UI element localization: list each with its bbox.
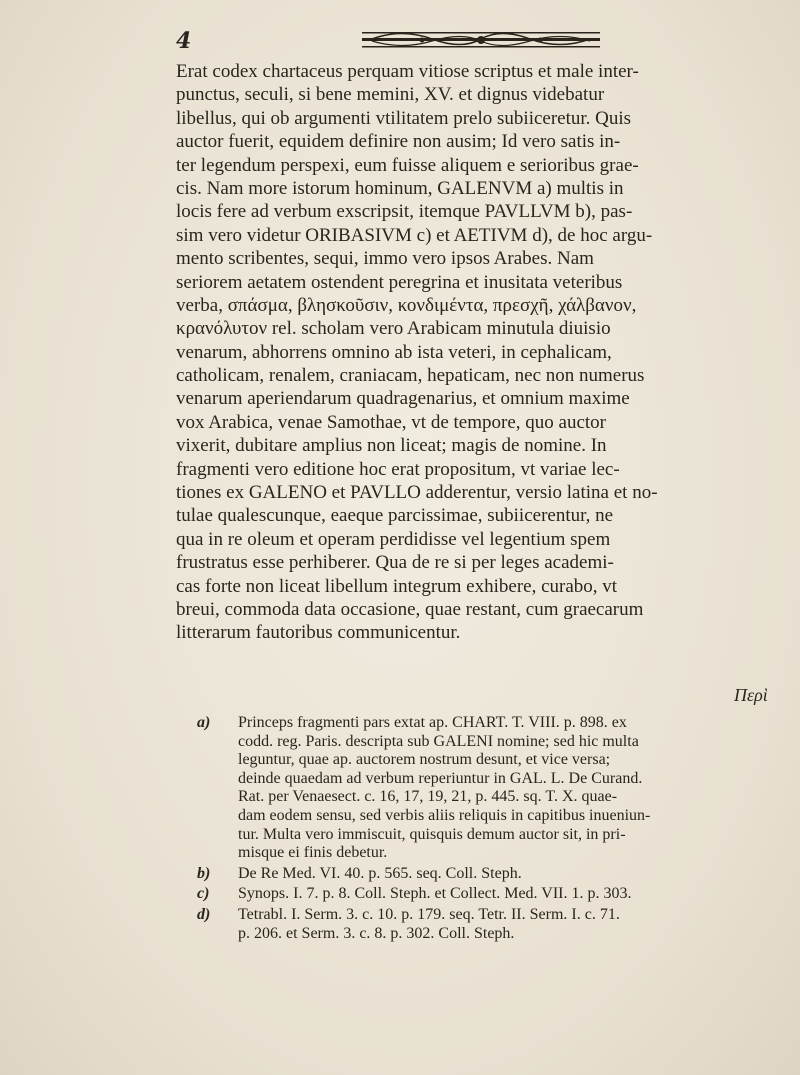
text-line: κρανόλυτον rel. scholam vero Arabicam minutula diuisio [176, 318, 611, 340]
text-line: libellus, qui ob argumenti vtilitatem prelo subiiceretur. Quis [176, 107, 632, 129]
header-ornament [362, 30, 600, 50]
catchword: Περὶ [734, 685, 768, 705]
footnote-line: p. 206. et Serm. 3. c. 8. p. 302. Coll. Steph. [238, 924, 515, 942]
text-line: catholicam, renalem, craniacam, hepaticam, nec non numerus [176, 365, 645, 387]
text-line: frustratus esse perhiberer. Qua de re si per leges academi- [176, 552, 614, 574]
footnote-marker: c) [197, 885, 210, 903]
text-line: tiones ex GALENO et PAVLLO adderentur, versio latina et no- [176, 482, 658, 504]
page-number: 4 [176, 28, 192, 54]
footnote [195, 885, 785, 904]
footnote [195, 906, 785, 943]
footnote-marker: a) [197, 714, 211, 731]
footnote-line: tur. Multa vero immiscuit, quisquis demum auctor sit, in pri- [238, 825, 626, 843]
text-line: qua in re oleum et operam perdidisse vel legentium spem [176, 528, 611, 550]
text-line: Erat codex chartaceus perquam vitiose scriptus et male inter- [176, 61, 639, 82]
text-line: seriorem aetatem ostendent peregrina et inusitata veteribus [176, 271, 623, 293]
text-line: auctor fuerit, equidem definire non ausim; Id vero satis in- [176, 131, 621, 153]
text-line: vixerit, dubitare amplius non liceat; magis de nomine. In [176, 435, 607, 457]
footnote-line: Princeps fragmenti pars extat ap. CHART. T. VIII. p. 898. ex [238, 714, 627, 731]
text-line: ter legendum perspexi, eum fuisse aliquem e serioribus grae- [176, 154, 639, 176]
text-line: punctus, seculi, si bene memini, XV. et dignus videbatur [176, 84, 605, 106]
text-line: fragmenti vero editione hoc erat propositum, vt variae lec- [176, 458, 620, 480]
footnote [195, 714, 785, 863]
text-line: breui, commoda data occasione, quae restant, cum graecarum [176, 598, 644, 620]
main-text [176, 60, 788, 645]
text-line: mento scribentes, sequi, immo vero ipsos Arabes. Nam [176, 248, 594, 270]
text-line: cis. Nam more istorum hominum, GALENVM a) multis in [176, 177, 624, 199]
footnote [195, 865, 785, 884]
text-line: venarum aperiendarum quadragenarius, et omnium maxime [176, 388, 630, 410]
footnote-line: De Re Med. VI. 40. p. 565. seq. Coll. Steph. [238, 864, 522, 882]
footnote-marker: d) [197, 905, 211, 923]
text-line: venarum, abhorrens omnino ab ista veteri, in cephalicam, [176, 341, 612, 363]
text-line: verba, σπάσμα, βλησκοῦσιν, κονδιμέντα, πρεσχῆ, χάλβανον, [176, 294, 637, 316]
footnote-line: leguntur, quae ap. auctorem nostrum desunt, et vice versa; [238, 751, 611, 769]
text-line: tulae qualescunque, eaeque parcissimae, subiicerentur, ne [176, 505, 614, 527]
text-line: vox Arabica, venae Samothae, vt de tempore, quo auctor [176, 411, 606, 433]
footnote-marker: b) [197, 864, 211, 882]
footnote-line: dam eodem sensu, sed verbis aliis reliquis in capitibus inueniun- [238, 806, 651, 824]
footnote-line: Synops. I. 7. p. 8. Coll. Steph. et Collect. Med. VII. 1. p. 303. [238, 885, 632, 903]
footnotes [195, 714, 785, 945]
text-line: cas forte non liceat libellum integrum exhibere, curabo, vt [176, 575, 618, 597]
text-line: litterarum fautoribus communicentur. [176, 622, 461, 644]
footnote-line: codd. reg. Paris. descripta sub GALENI nomine; sed hic multa [238, 732, 639, 750]
footnote-line: Tetrabl. I. Serm. 3. c. 10. p. 179. seq. Tetr. II. Serm. I. c. 71. [238, 905, 620, 923]
text-line: locis fere ad verbum exscripsit, itemque PAVLLVM b), pas- [176, 201, 633, 223]
text-line: sim vero videtur ORIBASIVM c) et AETIVM d), de hoc argu- [176, 224, 653, 246]
footnote-line: Rat. per Venaesect. c. 16, 17, 19, 21, p. 445. sq. T. X. quae- [238, 788, 618, 806]
footnote-line: deinde quaedam ad verbum reperiuntur in GAL. L. De Curand. [238, 769, 643, 787]
footnote-line: misque ei finis debetur. [238, 844, 388, 862]
